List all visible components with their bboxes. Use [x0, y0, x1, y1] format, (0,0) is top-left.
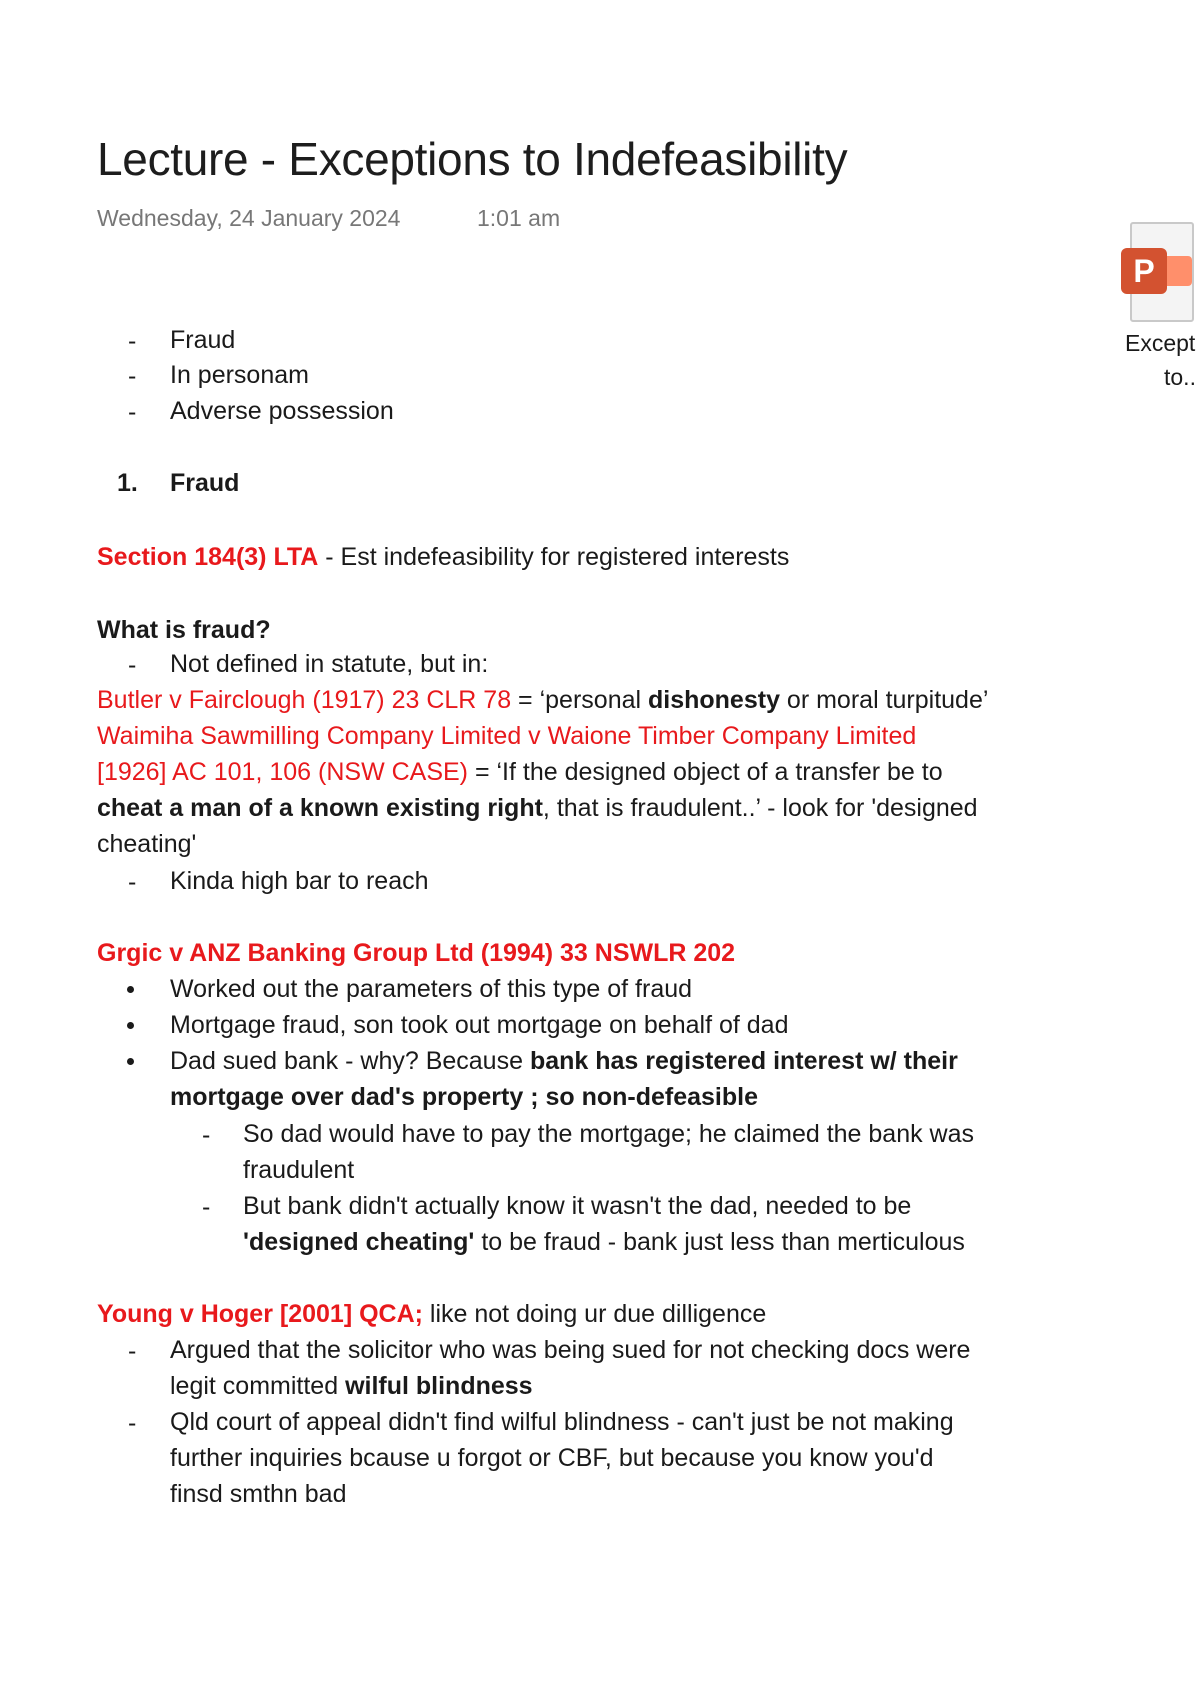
waimiha-quote: = ‘If the designed object of a transfer be to: [468, 758, 943, 786]
list-item: Fraud: [170, 326, 236, 354]
list-item: Mortgage fraud, son took out mortgage on behalf of dad: [170, 1011, 789, 1039]
what-is-fraud-heading: What is fraud?: [97, 616, 271, 644]
heading-number: 1.: [117, 469, 138, 497]
dash-bullet: -: [128, 362, 137, 390]
waimiha-line3: [97, 790, 978, 826]
bullet-dot: [127, 1058, 134, 1065]
butler-quote-pre: = ‘personal: [511, 686, 648, 714]
list-item-line1: Argued that the solicitor who was being sued for not checking docs were: [170, 1336, 971, 1364]
grgic-b3-line2: mortgage over dad's property ; so non-defeasible: [170, 1083, 759, 1111]
young-b1-pre: legit committed: [170, 1372, 346, 1400]
bullet-dot: [127, 986, 134, 993]
list-item-line2: [170, 1368, 533, 1404]
dash-bullet: -: [128, 1337, 137, 1365]
list-item-line1: Qld court of appeal didn't find wilful blindness - can't just be not making: [170, 1408, 954, 1436]
grgic-b3-bold: bank has registered interest w/ their: [529, 1047, 958, 1075]
waimiha-rest: , that is fraudulent..’ - look for 'designed: [542, 794, 978, 822]
young-case: Young v Hoger [2001] QCA;: [97, 1300, 423, 1328]
list-item: Not defined in statute, but in:: [170, 650, 489, 678]
dash-bullet: -: [128, 327, 137, 355]
designed-cheating-bold: 'designed cheating': [243, 1228, 475, 1256]
wilful-blindness-bold: wilful blindness: [345, 1372, 533, 1400]
sub-item-line1: But bank didn't actually know it wasn't the dad, needed to be: [243, 1192, 912, 1220]
young-desc: like not doing ur due dilligence: [422, 1300, 767, 1328]
section-line: [97, 539, 789, 575]
section-desc: - Est indefeasibility for registered interests: [318, 543, 790, 571]
butler-line: [97, 682, 988, 718]
sub-item-line2: fraudulent: [243, 1156, 355, 1184]
list-item: In personam: [170, 361, 309, 389]
dash-bullet: -: [128, 651, 137, 679]
note-date: Wednesday, 24 January 2024: [97, 205, 401, 231]
list-item-line3: finsd smthn bad: [170, 1480, 347, 1508]
waimiha-bold: cheat a man of a known existing right: [97, 794, 543, 822]
waimiha-case-citation: [1926] AC 101, 106 (NSW CASE): [97, 758, 469, 786]
grgic-case: Grgic v ANZ Banking Group Ltd (1994) 33 NSWLR 202: [97, 939, 736, 967]
sub-item-rest: to be fraud - bank just less than merticulous: [474, 1228, 965, 1256]
heading-fraud: Fraud: [170, 469, 240, 497]
young-line: [97, 1296, 766, 1332]
grgic-b3-pre: Dad sued bank - why? Because: [170, 1047, 530, 1075]
attachment-label-line1[interactable]: Except: [1125, 330, 1196, 356]
dash-bullet: -: [128, 1409, 137, 1437]
waimiha-line2: [97, 754, 943, 790]
waimiha-line4: cheating': [97, 830, 197, 858]
butler-quote-post: or moral turpitude’: [779, 686, 989, 714]
bullet-dot: [127, 1022, 134, 1029]
waimiha-case-line1: Waimiha Sawmilling Company Limited v Waione Timber Company Limited: [97, 722, 917, 750]
list-item: Adverse possession: [170, 397, 394, 425]
section-ref: Section 184(3) LTA: [97, 543, 319, 571]
list-item-line2: further inquiries bcause u forgot or CBF, but because you know you'd: [170, 1444, 934, 1472]
note-time: 1:01 am: [477, 205, 561, 231]
page-title: Lecture - Exceptions to Indefeasibility: [97, 133, 848, 185]
butler-case: Butler v Fairclough (1917) 23 CLR 78: [97, 686, 512, 714]
butler-quote-bold: dishonesty: [648, 686, 780, 714]
sub-item-line2: [243, 1224, 965, 1260]
sub-item-line1: So dad would have to pay the mortgage; he claimed the bank was: [243, 1120, 975, 1148]
dash-bullet: -: [202, 1193, 211, 1221]
dash-bullet: -: [128, 398, 137, 426]
dash-bullet: -: [202, 1121, 211, 1149]
powerpoint-file-icon: P: [1121, 248, 1167, 294]
list-item: Kinda high bar to reach: [170, 867, 429, 895]
attachment-label-line2[interactable]: to..: [1164, 364, 1196, 390]
grgic-b3-line1: [170, 1043, 958, 1079]
dash-bullet: -: [128, 868, 137, 896]
list-item: Worked out the parameters of this type of fraud: [170, 975, 693, 1003]
